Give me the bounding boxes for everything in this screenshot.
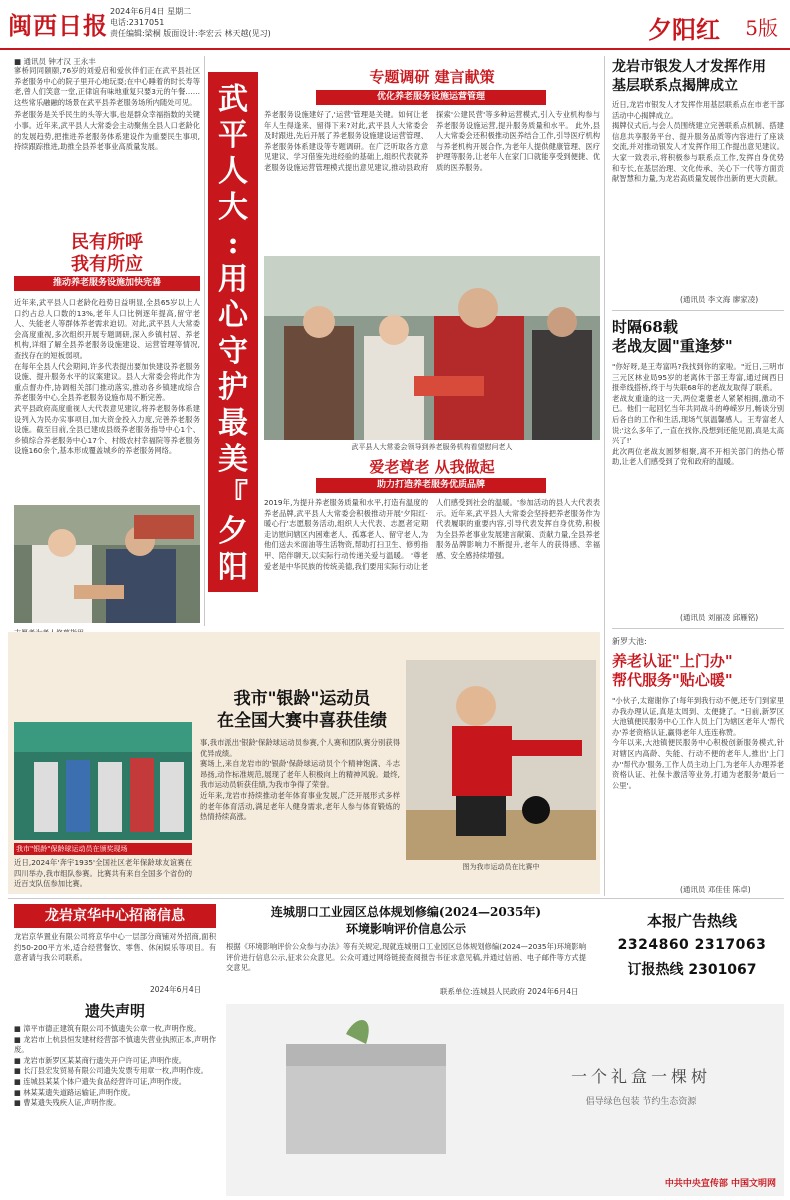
hotline-title: 本报广告热线 [646, 912, 737, 930]
issue-date: 2024年6月4日 星期二 [110, 7, 192, 16]
env-notice-contact: 联系单位:连城县人民政府 2024年6月4日 [440, 987, 579, 996]
issue-meta [110, 6, 271, 39]
left-body: 近年来,武平县人口老龄化趋势日益明显,全县65岁以上人口约占总人口数的13%,老年人口比例逐年提高,留守老人、失能老人等群体养老需求迫切。对此,武平县人大常委会高度重视,多次组织开展专题调研,深入乡镇村居、养老机构,详细了解全县养老服务设施建设、运营管理等情况,查找存在的短板弱项。 在每年全县人代会期间,许多代表提出要加快建设养老服务设施、提升服务水平的议案建议。县人大常委会将此作为重点督办件,协调相关部门推动落实,推动各乡镇建成综合养老服务中心,全县养老服务设施布局不断完善。 武平县政府高度重视人大代表意见建议,将养老服务体系建设列入为民办实事项目,加大资金投入力度,完善养老服务设施。截至目前,全县已建成县级养老服务指导中心1个、乡镇综合养老服务中心17个、村级农村幸福院等养老服务设施160余个,基本形成覆盖城乡的养老服务网络。 [14, 298, 200, 456]
title-char: 武 [218, 82, 248, 117]
intro-text [14, 66, 200, 226]
left-headline-text: 民有所呼 我有所应 [71, 232, 143, 275]
env-notice-title: 连城朋口工业园区总体规划修编(2024—2035年) 环境影响评价信息公示 [270, 905, 542, 936]
section2-head: 爱老尊老 从我做起 [369, 458, 495, 476]
sports-headline: 我市"银龄"运动员 在全国大赛中喜获佳绩 [217, 689, 387, 731]
lost-item: ■ 连城县某某个体户遗失食品经营许可证,声明作废。 [14, 1076, 187, 1086]
story1-body: 近日,龙岩市银发人才发挥作用基层联系点在市老干部活动中心揭牌成立。 揭牌仪式后,与会人员围绕建立完善联系点机制、搭建信息共享服务平台、提升服务品质等内容进行了座谈交流,并对推动银发人才发挥作用工作提出意见建议。大家一致表示,将积极参与联系点工作,发挥自身优势和专长,在基层治理、文化传承、关心下一代等方面贡献智慧和力量,为龙岩高质量发展作出新的更大贡献。 [612, 100, 784, 184]
title-char: 心 [218, 298, 248, 333]
ad-sponsor: 中共中央宣传部 中国文明网 [664, 1179, 776, 1189]
issue-editors: 责任编辑:梁桐 版面设计:李宏云 林天越(见习) [110, 29, 271, 38]
lost-item: ■ 林某某遗失道路运输证,声明作废。 [14, 1087, 135, 1097]
story1-headline: 龙岩市银发人才发挥作用 基层联系点揭牌成立 [612, 59, 766, 94]
title-char: 守 [218, 334, 248, 369]
story3-headline: 养老认证"上门办" 帮代服务"贴心暖" [612, 652, 733, 689]
lost-item: ■ 龙岩市上杭县恒发建材经营部不慎遗失营业执照正本,声明作废。 [14, 1034, 216, 1055]
section1-subhead: 优化养老服务设施运营管理 [316, 90, 546, 105]
ad-divider [8, 898, 784, 899]
photo-volunteer-nails [14, 505, 200, 623]
title-char: 『 [218, 478, 248, 513]
title-char: 阳 [218, 550, 248, 585]
intro-paragraph: 养老服务是关乎民生的头等大事,也是群众幸福指数的关键小事。近年来,武平县人大常委会主动聚焦全县人口老龄化的发展趋势,把推进养老服务体系建设作为重要民生事项,持续跟踪推进,助推全县养老事业高质量发展。 [14, 110, 200, 152]
left-subhead: 推动养老服务设施加快完善 [14, 276, 200, 291]
photo-bowler [406, 660, 596, 860]
section1-head: 专题调研 建言献策 [369, 68, 495, 86]
photo-elderly-visit [264, 256, 600, 440]
title-char: 用 [218, 262, 248, 297]
sports-left-text: 近日,2024年'奔宇1935'全国社区老年保龄球友谊赛在四川举办,我市组队参赛。比赛共有来自全国多个省份的近百支队伍参加比赛。 [14, 858, 192, 889]
story1-byline: (通讯员 李文海 廖家凌) [680, 295, 759, 304]
title-char: 人 [218, 154, 248, 189]
story-divider [612, 310, 784, 311]
story2-body: "你好呀,是王寿富吗?我找到你的家啦。"近日,三明市三元区林业局95岁的老离休干部王寿富,通过闽西日报牵线搭桥,终于与失联68年的老战友取得了联系。 老战友重逢的这一天,两位耄耋老人紧紧相拥,激动不已。他们一起回忆当年共同战斗的峥嵘岁月,畅谈分别后各自的工作和生活,现场气氛温馨感人。王寿富老人说:'这么多年了,一直在找你,没想到还能见面,真是太高兴了!' 此次两位老战友圆梦相聚,离不开相关部门的热心帮助,让老人们感受到了党和政府的温暖。 [612, 362, 784, 467]
story3-kicker: 新罗大池: [612, 637, 647, 646]
title-char: 夕 [218, 514, 248, 549]
ad-slogan: 一个礼盒一棵树 [570, 1067, 711, 1086]
column-divider [604, 56, 605, 896]
title-char: 最 [218, 406, 248, 441]
story-divider [612, 628, 784, 629]
lost-item: ■ 漳平市德正建筑有限公司不慎遗失公章一枚,声明作废。 [14, 1024, 201, 1033]
lost-notice-title: 遗失声明 [84, 1002, 145, 1020]
title-char: 平 [218, 118, 248, 153]
story3-body: "小伙子,太谢谢你了!每年到我行动不便,还专门到家里办我办理认证,真是太周到、太便捷了。"日前,新罗区大池镇便民服务中心工作人员上门为辖区老年人'帮代办'养老资格认证,赢得老年人连连称赞。 今年以来,大池镇便民服务中心积极创新服务模式,针对辖区内高龄、失能、行动不便的老年人,推出'上门办''帮代办'服务,工作人员主动上门,为老年人办理养老资格认证、社保卡激活等业务,打通为老服务'最后一公里'。 [612, 696, 784, 790]
vertical-main-title [208, 72, 258, 592]
recruit-body: 龙岩京华置业有限公司将京华中心一层部分商铺对外招商,面积约50-200平方米,适合经营餐饮、零售、休闲娱乐等项目。有意者请与我公司联系。 [14, 932, 216, 963]
recruit-title: 龙岩京华中心招商信息 [14, 904, 216, 928]
title-char: 大 [218, 190, 248, 225]
lost-item: ■ 曹某遗失残疾人证,声明作废。 [14, 1098, 121, 1108]
section-name: 夕阳红 [648, 15, 720, 44]
byline: ■ 通讯员 钟才汉 王永丰 [14, 57, 96, 66]
photo-bowler-art [406, 660, 596, 860]
masthead [0, 0, 790, 50]
issue-phone: 电话:2317051 [110, 18, 165, 27]
title-char: 美 [218, 442, 248, 477]
public-service-ad [226, 1004, 784, 1196]
ad-hotline [604, 906, 780, 998]
story2-byline: (通讯员 刘丽凌 邱雁铭) [680, 613, 759, 622]
env-notice-body: 根据《环境影响评价公众参与办法》等有关规定,现就连城朋口工业园区总体规划修编(2024—2035年)环境影响评价进行信息公示,征求公众意见。公众可通过网络链接查阅报告书征求意见稿,并通过信函、电子邮件等方式提交意见。 [226, 942, 586, 973]
hotline-numbers: 2324860 2317063 [617, 937, 767, 953]
section2-body: 2019年,为提升养老服务质量和水平,打造有温度的养老品牌,武平县人大常委会积极推动开展'夕阳红·暖心行'志愿服务活动,组织人大代表、志愿者定期走访慰问辖区内困难老人、孤寡老人、留守老人,为他们送去米面油等生活物资,帮助打扫卫生、修剪指甲、陪伴聊天,以实际行动传递关爱与温暖。 '尊老爱老是中华民族的传统美德,我们要用实际行动让老人们感受到社会的温暖。'参加活动的县人大代表表示。近年来,武平县人大常委会坚持把养老服务作为代表履职的重要内容,引导代表发挥自身优势,积极为全县养老事业发展建言献策、贡献力量,全县养老服务品牌影响力不断提升,老年人的获得感、幸福感、安全感持续增强。 [264, 498, 600, 571]
photo-elderly-visit-art [264, 256, 600, 440]
photo-award-ceremony-art [14, 722, 192, 840]
lost-notice-list [14, 1024, 216, 1196]
ad-subslogan: 倡导绿色包装 节约生态资源 [585, 1097, 697, 1107]
section1-body: 养老服务设施建好了,'运营'管理是关键。如何让老年人生得逢来、留得下来?对此,武平县人大常委会及时跟进,先后开展了养老服务设施建设运营管理、养老服务体系建设等专题调研。在广泛听取各方意见建议、学习借鉴先进经验的基础上,组织代表就养老服务设施运营管理模式提出意见建议,推动县政府探索'公建民营'等多种运营模式,引入专业机构参与养老服务设施运营,提升服务质量和水平。 此外,县人大常委会还积极推动医养结合工作,引导医疗机构与养老机构开展合作,为老年人提供健康管理、医疗护理等服务,让老年人在家门口就能享受到便捷、优质的医养服务。 [264, 110, 600, 172]
sports-photo2-caption: 图为我市运动员在比赛中 [462, 863, 540, 871]
newspaper-brand: 闽西日报 [8, 11, 108, 40]
middle-photo-caption: 武平县人大常委会领导到养老服务机构看望慰问老人 [351, 443, 513, 451]
story2-headline: 时隔68载 老战友圆"重逢梦" [612, 318, 733, 355]
intro-paragraph: 寥桥同同颐颐,76岁的刘爱启和爱伙伴们正在武平县社区养老服务中心的院子里开心地玩耍;在中心睡着的时长寿等老,曾人们笑意一堂,正律谊有味地重复只要3元的午餐……这些常乐融融的场景在武平县养老服务场所内随处可见。 [14, 66, 200, 107]
story3-byline: (通讯员 邓佳佳 陈卓) [680, 885, 751, 894]
photo-volunteer-nails-art [14, 505, 200, 623]
recruit-date: 2024年6月4日 [150, 985, 202, 994]
page-number: 5版 [745, 16, 778, 40]
subscribe-hotline: 订报热线 2301067 [627, 962, 757, 978]
photo-award-ceremony [14, 722, 192, 840]
section2-subhead: 助力打造养老服务优质品牌 [316, 478, 546, 493]
lost-item: ■ 龙岩市新罗区某某商行遗失开户许可证,声明作废。 [14, 1055, 187, 1065]
left-headline [14, 232, 200, 276]
sports-body: 事,我市派出'银龄'保龄球运动员参赛,个人赛和团队赛分别获得优异成绩。 赛场上,来自龙岩市的'银龄'保龄球运动员个个精神饱满、斗志昂扬,动作标准规范,展现了老年人积极向上的精神风貌。最终,我市运动员斩获佳绩,为我市争得了荣誉。 近年来,龙岩市持续推动老年体育事业发展,广泛开展形式多样的老年体育活动,满足老年人健身需求,老年人参与体育锻炼的热情持续高涨。 [200, 738, 400, 822]
column-divider [204, 56, 205, 626]
title-char: : [227, 226, 239, 261]
lost-item: ■ 长汀县宏发贸易有限公司遗失发票专用章一枚,声明作废。 [14, 1066, 208, 1076]
title-char: 护 [218, 370, 248, 405]
sports-photo1-caption: 我市"银龄"保龄球运动员在颁奖现场 [14, 843, 192, 855]
